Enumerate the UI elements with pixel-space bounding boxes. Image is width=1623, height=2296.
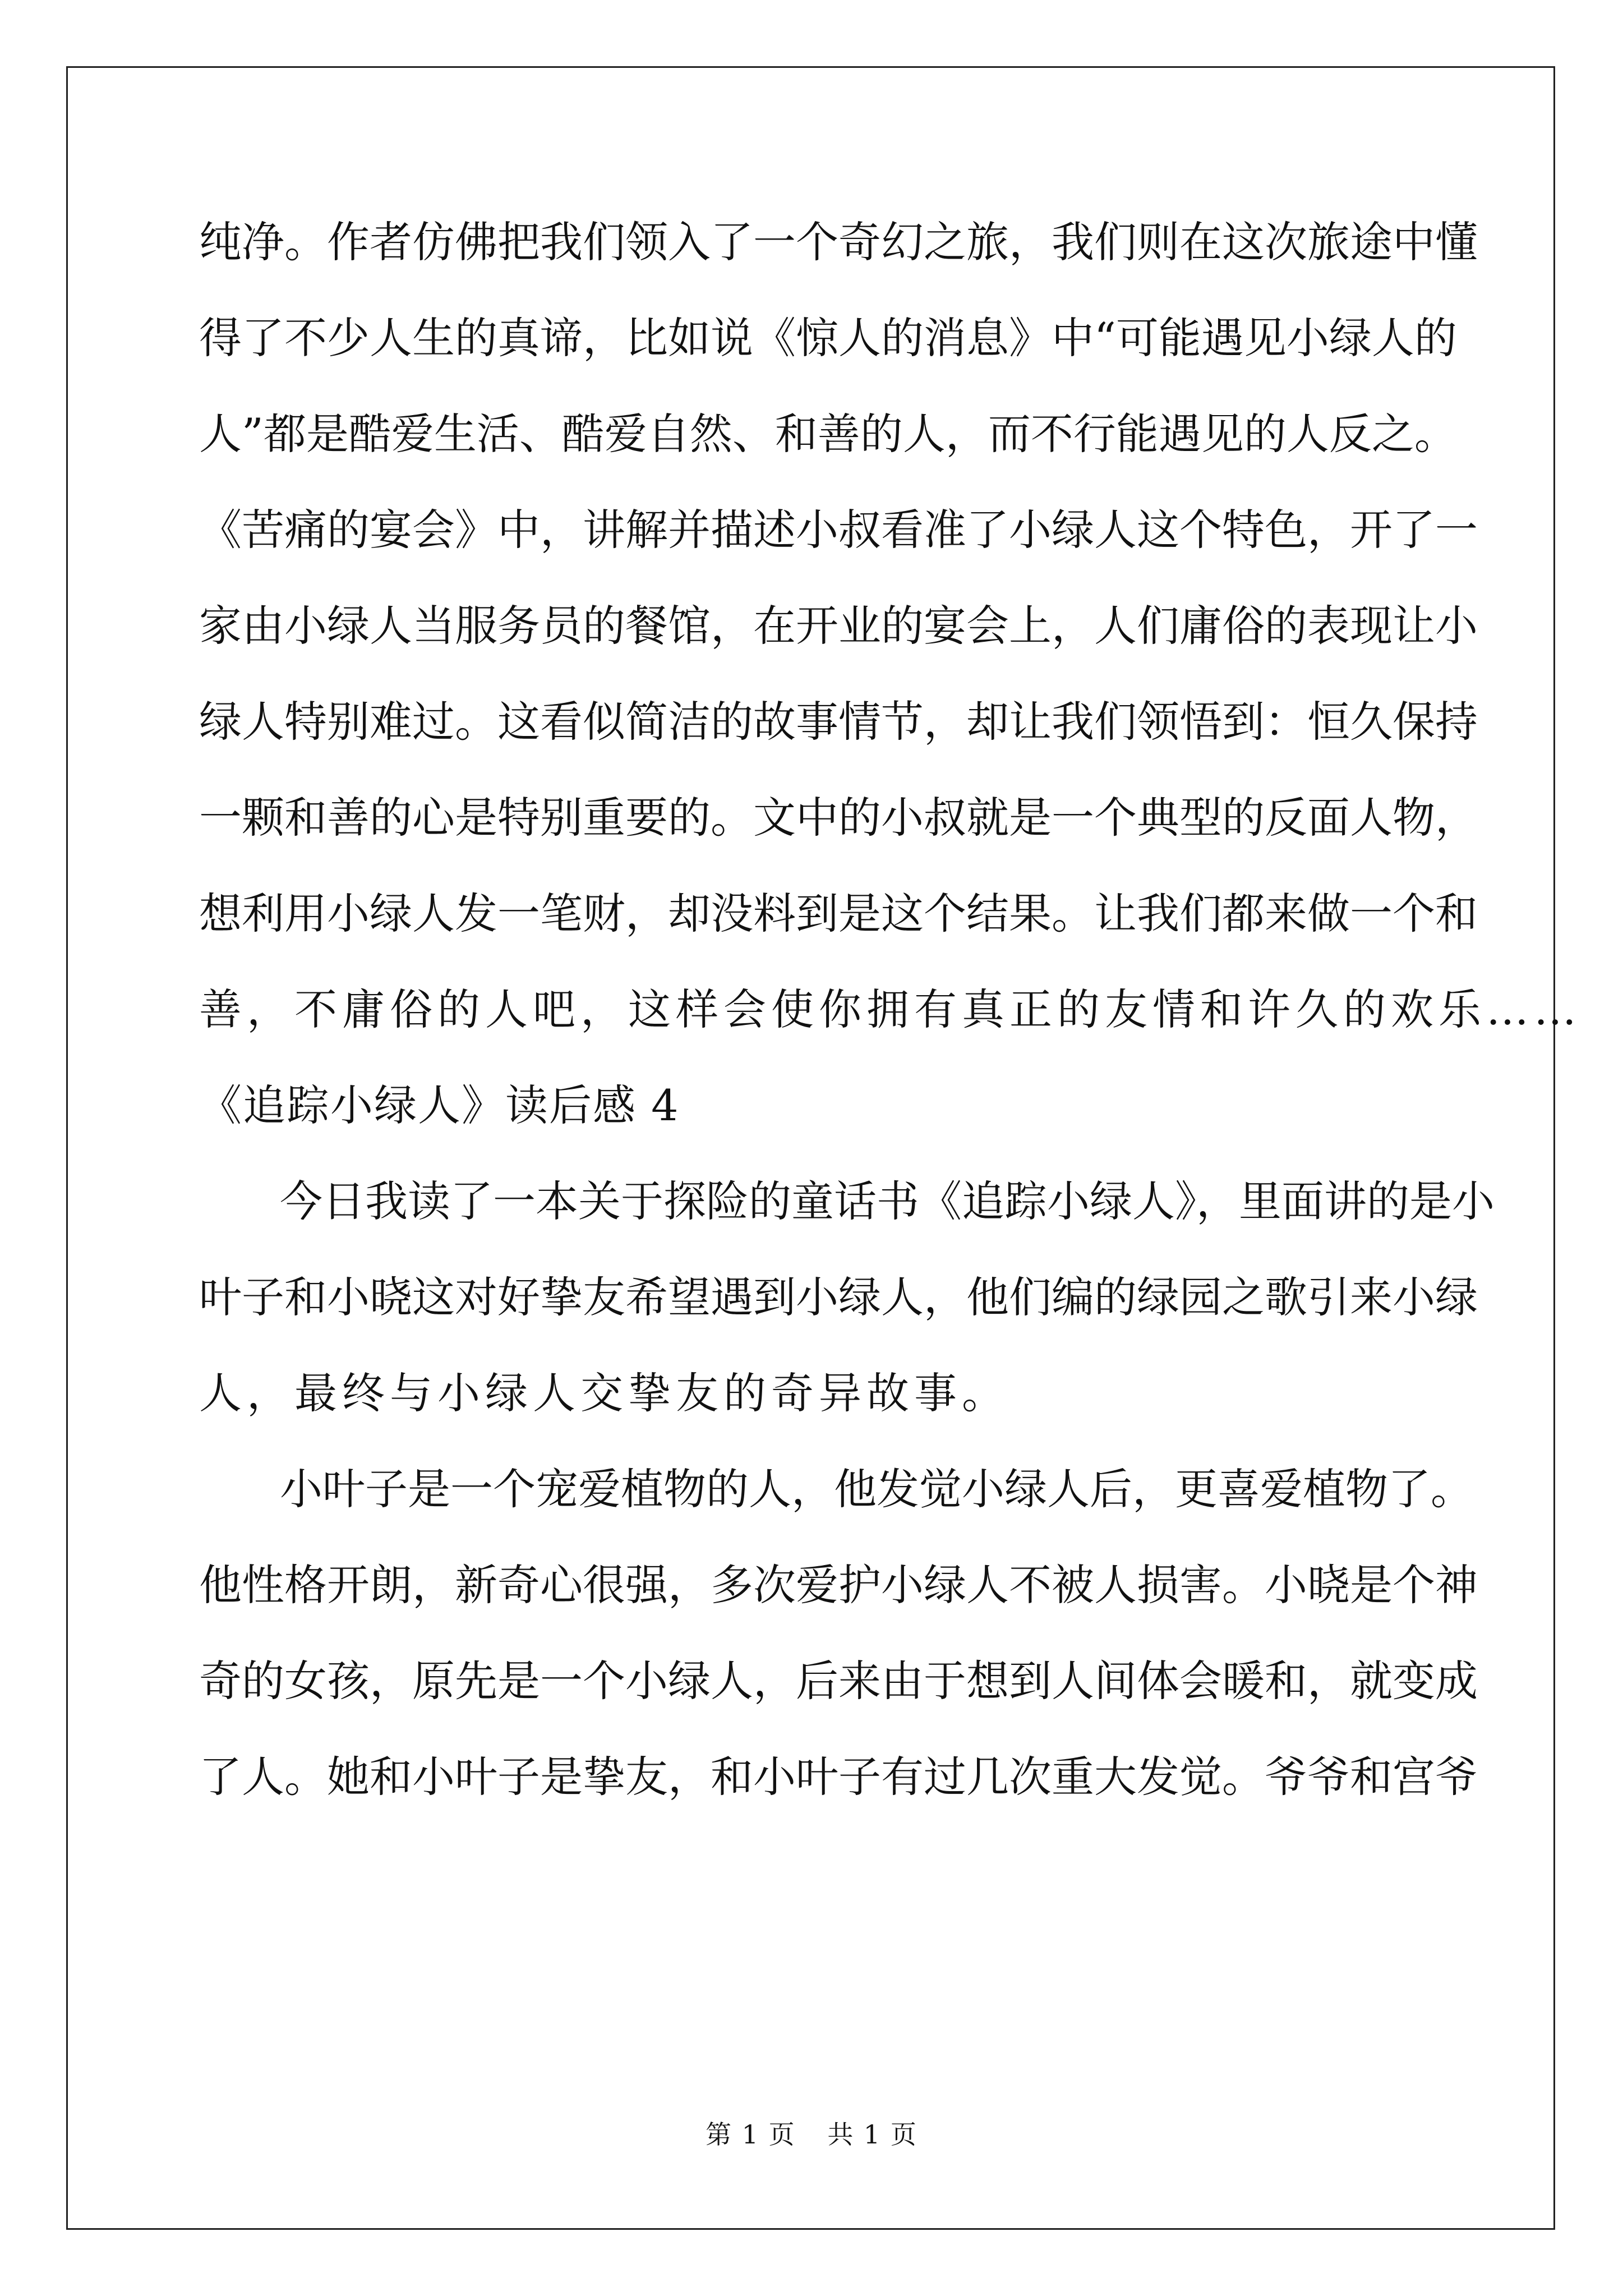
text-line: 今日我读了一本关于探险的童话书《追踪小绿人》，里面讲的是小 — [280, 1176, 1495, 1226]
document-body — [199, 214, 1581, 1845]
page-number: 第 1 页 — [706, 2119, 796, 2150]
text-line: 善，不庸俗的人吧，这样会使你拥有真正的友情和许久的欢乐…… — [199, 984, 1581, 1034]
text-line: 纯净。作者仿佛把我们领入了一个奇幻之旅，我们则在这次旅途中懂 — [199, 217, 1478, 267]
text-line: 奇的女孩，原先是一个小绿人，后来由于想到人间体会暖和，就变成 — [199, 1656, 1478, 1706]
text-line: 绿人特别难过。这看似简洁的故事情节，却让我们领悟到：恒久保持 — [199, 697, 1478, 747]
text-line: 想利用小绿人发一笔财，却没料到是这个结果。让我们都来做一个和 — [199, 889, 1478, 938]
text-line: 小叶子是一个宠爱植物的人，他发觉小绿人后，更喜爱植物了。 — [280, 1464, 1473, 1514]
text-line: 得了不少人生的真谛，比如说《惊人的消息》中“可能遇见小绿人的 — [199, 313, 1457, 363]
text-line: 家由小绿人当服务员的餐馆，在开业的宴会上，人们庸俗的表现让小 — [199, 601, 1478, 651]
page-total: 共 1 页 — [827, 2119, 917, 2150]
text-line: 他性格开朗，新奇心很强，多次爱护小绿人不被人损害。小晓是个神 — [199, 1560, 1478, 1610]
section-heading: 《追踪小绿人》读后感 4 — [199, 1080, 680, 1130]
text-line: 了人。她和小叶子是挚友，和小叶子有过几次重大发觉。爷爷和宫爷 — [199, 1752, 1478, 1802]
page-footer — [0, 2118, 1623, 2151]
text-line: 一颗和善的心是特别重要的。文中的小叔就是一个典型的反面人物， — [199, 793, 1478, 843]
text-line: 人，最终与小绿人交挚友的奇异故事。 — [199, 1368, 1009, 1418]
text-line: 《苦痛的宴会》中，讲解并描述小叔看准了小绿人这个特色，开了一 — [199, 505, 1478, 555]
text-line: 人”都是酷爱生活、酷爱自然、和善的人，而不行能遇见的人反之。 — [199, 409, 1457, 459]
text-line: 叶子和小晓这对好挚友希望遇到小绿人，他们编的绿园之歌引来小绿 — [199, 1272, 1478, 1322]
